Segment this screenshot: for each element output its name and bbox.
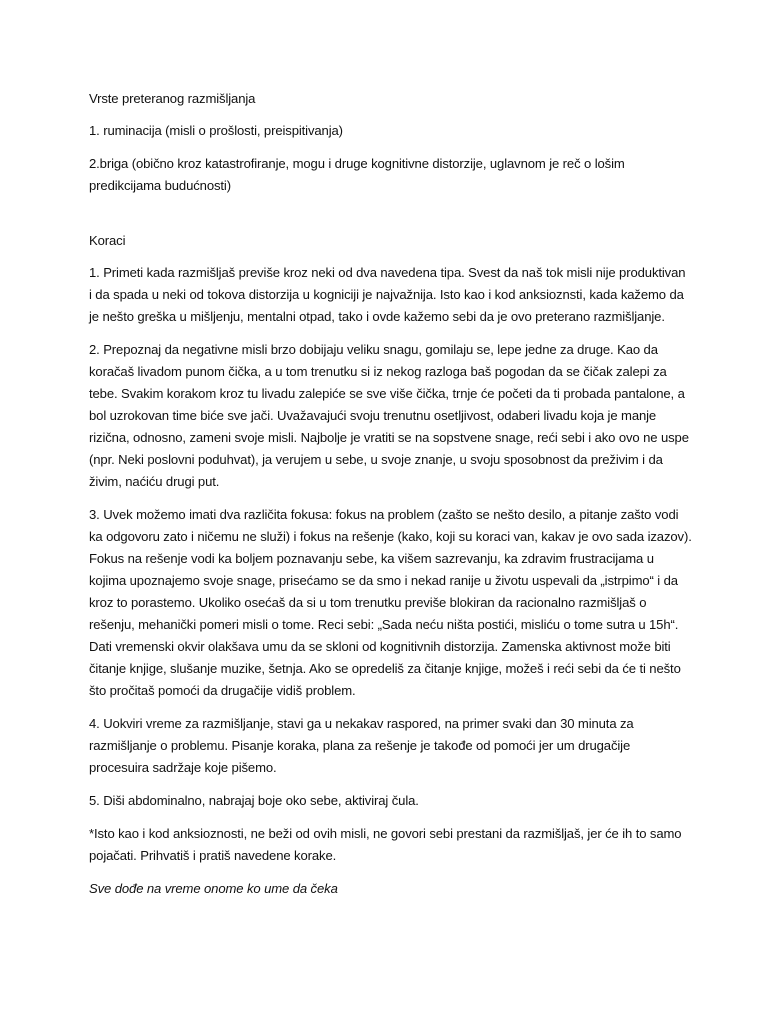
step-line: (npr. Neki poslovni poduhvat), ja verujem u sebe, u svoje znanje, u svoju sposobnost da preživim i da: [89, 452, 663, 467]
intro-item-line: 1. ruminacija (misli o prošlosti, preispitivanja): [89, 123, 343, 138]
spacer: [89, 252, 694, 262]
step-line: je nešto greška u mišljenju, mentalni otpad, tako i ovde kažemo sebi da je ovo preterano razmišljanje.: [89, 309, 665, 324]
spacer: [89, 779, 694, 790]
title-line: Vrste preteranog razmišljanja: [89, 91, 256, 106]
step-line: što pročitaš pomoći da drugačije vidiš problem.: [89, 683, 356, 698]
intro-item-2: [89, 153, 694, 197]
spacer: [89, 328, 694, 339]
step-line: Fokus na rešenje vodi ka boljem poznavanju sebe, ka višem sazrevanju, ka zdravim frustracijama u: [89, 551, 654, 566]
section-spacer: [89, 197, 694, 230]
step-line: 4. Uokviri vreme za razmišljanje, stavi ga u nekakav raspored, na primer svaki dan 30 minuta za: [89, 716, 634, 731]
step-line: 3. Uvek možemo imati dva različita fokusa: fokus na problem (zašto se nešto desilo, a pitanje zašto vodi: [89, 507, 679, 522]
spacer: [89, 142, 694, 153]
step-line: kojima upoznajemo svoje snage, prisećamo se da smo i nekad ranije u životu uspevali da „istrpimo“ i da: [89, 573, 678, 588]
step-line: razmišljanje o problemu. Pisanje koraka, plana za rešenje je takođe od pomoći jer um drugačije: [89, 738, 631, 753]
step-line: 1. Primeti kada razmišljaš previše kroz neki od dva navedena tipa. Svest da naš tok misli nije produktivan: [89, 265, 686, 280]
spacer: [89, 812, 694, 823]
spacer: [89, 867, 694, 878]
note-line: pojačati. Prihvatiš i pratiš navedene korake.: [89, 848, 337, 863]
step-line: procesuira sadržaje koje pišemo.: [89, 760, 277, 775]
step-line: 5. Diši abdominalno, nabrajaj boje oko sebe, aktiviraj čula.: [89, 793, 419, 808]
section-heading: [89, 230, 694, 252]
step-2: [89, 339, 694, 493]
note-line: *Isto kao i kod anksioznosti, ne beži od ovih misli, ne govori sebi prestani da razmišljaš, jer će ih to samo: [89, 826, 682, 841]
intro-item-1: [89, 120, 694, 142]
closing-quote-line: Sve dođe na vreme onome ko ume da čeka: [89, 881, 338, 896]
step-4: [89, 713, 694, 779]
spacer: [89, 110, 694, 120]
step-line: 2. Prepoznaj da negativne misli brzo dobijaju veliku snagu, gomilaju se, lepe jedne za druge. Kao da: [89, 342, 658, 357]
step-line: i da spada u neki od tokova distorzija u kogniciji je najvažnija. Isto kao i kod anksioznsti, kada kažemo da: [89, 287, 684, 302]
step-1: [89, 262, 694, 328]
intro-item-line: 2.briga (obično kroz katastrofiranje, mogu i druge kognitivne distorzije, uglavnom je reč o lošim: [89, 156, 625, 171]
intro-item-line: predikcijama budućnosti): [89, 178, 231, 193]
step-3: [89, 504, 694, 702]
step-line: kroz to porastemo. Ukoliko osećaš da si u tom trenutku previše blokiran da racionalno razmišljaš o: [89, 595, 647, 610]
note: [89, 823, 694, 867]
spacer: [89, 493, 694, 504]
step-line: Dati vremenski okvir olakšava umu da se skloni od kognitivnih distorzija. Zamenska aktivnost može biti: [89, 639, 671, 654]
section-heading-line: Koraci: [89, 233, 126, 248]
spacer: [89, 702, 694, 713]
step-line: ka odgovoru zato i ničemu ne služi) i fokus na rešenje (kako, koji su koraci van, kakav je ovo sada izazov).: [89, 529, 692, 544]
step-5: [89, 790, 694, 812]
step-line: tebe. Svakim korakom kroz tu livadu zalepiće se sve više čička, trnje će početi da ti probada pantalone, a: [89, 386, 685, 401]
step-line: rešenju, mehanički pomeri misli o tome. Reci sebi: „Sada neću ništa postići, misliću o tome sutra u 15h“.: [89, 617, 679, 632]
step-line: živim, naćiću drugi put.: [89, 474, 220, 489]
closing-quote: [89, 878, 694, 900]
document-page: [89, 88, 694, 900]
step-line: bol uzrokovan time biće sve jači. Uvažavajući svoju trenutnu osetljivost, odaberi livadu koja je manje: [89, 408, 657, 423]
document-title: [89, 88, 694, 110]
step-line: čitanje knjige, slušanje muzike, šetnja. Ako se opredeliš za čitanje knjige, možeš i reći sebi da će ti nešto: [89, 661, 681, 676]
step-line: rizična, odnosno, zameni svoje misli. Najbolje je vratiti se na sopstvene snage, reći sebi i ako ovo ne uspe: [89, 430, 689, 445]
step-line: koračaš livadom punom čička, a u tom trenutku si iz nekog razloga baš pogodan da se čičak zalepi za: [89, 364, 667, 379]
